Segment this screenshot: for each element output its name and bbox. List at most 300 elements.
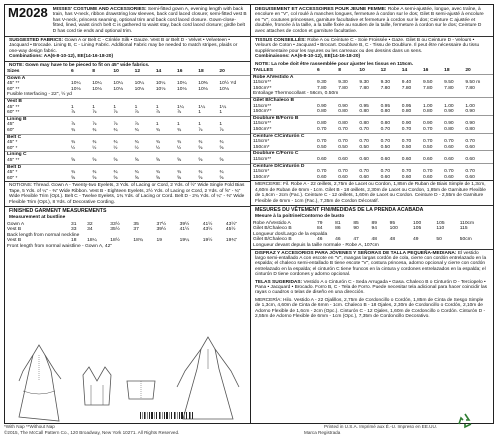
cell-value: 18½	[110, 238, 120, 244]
row-label: 45" *	[7, 170, 18, 176]
cell-value: 10¼	[92, 81, 102, 87]
fr-description-text: Robe A semi-ajustée, longue, avec traîne, à encolure en "V", col roulé à manches longues, fermeture à cordon sur le dos; Gilet B semi-ajusté à encolure en "V", coutures princesses, garniture facultative et fermeture à cordon sur le dos; Ceinture C ajustée et doublée, froncée à la taille, a la taille fixée au soutien de la taille, fermeture à cordon sur le dos; Ceinture D avec attaches de cordon et garniture facultative.	[255, 7, 484, 34]
size-10: 10	[359, 68, 365, 74]
cell-value: ⅞	[113, 122, 118, 128]
cell-value: ⅝	[71, 175, 76, 181]
pattern-envelope-back	[4, 4, 494, 424]
cell-value: 0.80	[317, 109, 327, 115]
cell-value: 0.60	[338, 174, 348, 180]
vest-illustration	[79, 365, 115, 409]
cell-value: 0.50	[338, 144, 348, 150]
size-8: 8	[92, 69, 95, 75]
cell-value: 0.70	[338, 127, 348, 132]
cell-value: 0.70	[338, 169, 348, 175]
cell-value: 10⅛	[177, 86, 187, 92]
cell-value: ¾	[134, 140, 139, 146]
cell-value: 0.90	[338, 103, 348, 109]
cell-value: 0.90	[422, 121, 433, 127]
cell-value: 84	[317, 226, 323, 232]
row-label: Robe A/Vestido A	[251, 74, 493, 80]
cell-value: 19½	[202, 238, 213, 244]
cell-value: 1¼	[177, 104, 184, 110]
cell-value: ⅞	[177, 110, 182, 116]
cell-value: ¾	[113, 170, 118, 176]
size-20: 20	[465, 68, 471, 74]
cell-value: 0.70	[359, 169, 369, 175]
cell-value: ¾	[177, 170, 182, 176]
cell-value: ⅝	[113, 175, 118, 181]
cell-value: 0.95	[401, 103, 412, 109]
cell-value: 7.80	[401, 85, 412, 91]
cell-value: 0.70	[422, 139, 433, 145]
cell-value: 10½ Yd	[219, 81, 237, 87]
fr-mercerie: MERCERIE: Fil. Robe A - 22 œillets, 2,75m de Lacet ou Cordon, 1,85m de Ruban de Biais Simple de 1,3cm, 4,60m de Ruban de 6mm - 1cm. Gilet B - 18 œillets, 2,30m de Lacet ou Cordon, 1,85m de Garniture Flexible de 1,6cm - 2cm (Fac.). Ceinture C - 12 œillets, 1,60m de Lacet ou Cordon. Ceinture D - 2,55m de Garniture Flexible de 6mm - 1cm (Fac.), 7,35m de Cordon Décoratif.	[255, 182, 486, 204]
table-row	[5, 244, 250, 250]
cell-value: 32	[87, 221, 93, 227]
cell-value: 0.70	[380, 139, 391, 145]
cell-value: 0.90	[444, 109, 454, 115]
masthead	[5, 5, 250, 36]
cell-value: 50	[436, 237, 442, 243]
row-label: Lining C	[5, 152, 250, 158]
cell-value: 1¼	[198, 104, 206, 110]
cell-value: 0.60	[422, 174, 433, 180]
cell-value: 0.90	[465, 109, 475, 115]
cell-value: ¾	[155, 170, 160, 176]
cell-value: ¾	[134, 128, 139, 133]
cell-value: ½	[71, 145, 76, 151]
cell-value: 0.80	[317, 121, 327, 127]
cell-value: ⅝	[92, 175, 97, 181]
fr-fabrics-heading: TISSUS CONSEILLÉS:	[255, 38, 306, 44]
size-12: 12	[380, 68, 387, 74]
size-20: 20	[219, 69, 225, 75]
cell-value: ⅞	[198, 128, 203, 133]
cell-value: 50cm	[459, 237, 472, 243]
cell-value: ¾	[113, 140, 118, 146]
fr-fabrics-text: Robe A ou Ceinture C - Soie Froissée • Gaze. Gilet B ou Ceinture D - Velours • Velours de Coton • Jacquard • Brocart. Doublure B, C - Tissu de Doublure. Il peut être nécessaire du tissu supplémentaire pour les rayures ou les carreaux ou des dessins dans un sens.	[255, 38, 480, 54]
row-label: 150cm*	[253, 144, 270, 150]
cell-value: 43½	[202, 227, 213, 233]
description-heading: MISSES' COSTUME AND ACCESSORIES:	[52, 7, 147, 12]
cell-value: ⅞	[113, 110, 118, 116]
fr-yardage-table	[251, 68, 493, 180]
cell-value: 7.80	[380, 85, 391, 91]
size-10: 10	[113, 69, 119, 75]
row-label: 150cm*	[253, 174, 270, 180]
cell-value: 9.50	[422, 80, 433, 86]
fabrics-heading: SUGGESTED FABRICS:	[9, 38, 64, 44]
cell-value: 0.60	[359, 174, 369, 180]
cell-value: ¾	[198, 140, 203, 146]
gown-back-illustration	[9, 341, 69, 423]
cell-value: 19¼	[179, 238, 190, 244]
cell-value: ⅝	[113, 157, 118, 163]
cell-value: 45½	[225, 227, 236, 233]
cell-value: ¾	[71, 128, 76, 133]
cell-value: 1.00	[444, 103, 454, 109]
cell-value: 10¼	[113, 81, 123, 87]
cell-value: 46	[335, 237, 341, 243]
cell-value: 10⅛	[155, 86, 166, 92]
cell-value: 115	[459, 226, 468, 232]
cell-value: ⅝	[219, 157, 224, 163]
cell-value: ⅝	[198, 145, 203, 151]
belt-illustration	[123, 377, 159, 403]
cell-value: 19	[156, 238, 162, 244]
cell-value: 1.00	[465, 103, 475, 109]
size-12: 12	[134, 69, 141, 75]
cell-value: ⅝	[177, 175, 182, 181]
cell-value: 95	[389, 220, 396, 226]
cell-value: 0.70	[422, 169, 433, 175]
size-18: 18	[444, 68, 450, 74]
cell-value: 0.95	[359, 103, 369, 109]
fr-combinations: Combinaisons: AA(6-8-10-12), EE(14-16-18-20)	[255, 54, 361, 60]
cell-value: 10¼	[71, 81, 81, 87]
row-label: Vest B	[7, 227, 22, 233]
cell-value: 1.00	[422, 103, 433, 109]
cell-value: 33	[71, 227, 77, 233]
cell-value: 0.50	[401, 144, 412, 150]
cell-value: 110	[436, 226, 445, 232]
cell-value: 18	[71, 238, 77, 244]
size-14: 14	[155, 69, 162, 75]
cell-value: 7.80	[444, 85, 454, 91]
size-14: 14	[401, 68, 408, 74]
cell-value: 0.70	[317, 139, 327, 145]
cell-value: 0.60	[465, 156, 475, 162]
cell-value: ¾	[219, 140, 224, 146]
cell-value: 10⅛	[113, 86, 123, 92]
cell-value: 7.80	[359, 85, 369, 91]
row-label: Gown A	[5, 75, 250, 81]
fr-note: NOTE: La robe doit être rassemblée pour ajuster les tissus en 115cm.	[255, 61, 414, 67]
cell-value: 0.50	[359, 144, 369, 150]
es-description-text: El vestido largo semi-entallado A con escote en "V", mangas largas cordón de cola, cierre con cordón entrelazado en la espalda; el chaleco semi-entallado B tiene escote "V", costura princesa, adorno opcional y cierre con cordón entrelazado en la espalda; el cinturón C tiene fruncos en la cintura y cordones entrelazados en la espalda; el cinturón D tiene cordones y adorno opcional.	[255, 250, 487, 278]
row-label: Belt C	[5, 134, 250, 140]
row-label: 115cm**	[253, 80, 272, 86]
row-label: Vest B	[5, 99, 250, 105]
sizes-label: TAILLES	[253, 68, 274, 74]
cell-value: 39½	[179, 221, 190, 227]
cell-value: 10¼	[177, 81, 187, 87]
cell-value: ¾	[92, 170, 97, 176]
cell-value: 7.80	[465, 85, 475, 91]
cell-value: ¾	[198, 170, 203, 176]
cell-value: ⅝	[219, 175, 224, 181]
cell-value: ¾	[92, 128, 97, 133]
row-label: 115cm**	[253, 156, 272, 162]
cell-value: ⅝	[155, 157, 160, 163]
size-6: 6	[317, 68, 320, 74]
cell-value: 48	[371, 237, 377, 243]
cell-value: 0.70	[380, 169, 391, 175]
fr-description-heading: DEGUISEMENT ET ACCESSOIRES POUR JEUNE FEMME:	[255, 7, 387, 12]
row-label: 60" **	[7, 110, 20, 116]
finished-subtitle: Measurement at bustline	[9, 215, 66, 221]
cell-value: 0.80	[338, 109, 348, 115]
cell-value: 0.70	[317, 127, 327, 132]
size-18: 18	[198, 69, 204, 75]
cell-value: 18¾	[133, 238, 143, 244]
cell-value: ½	[113, 145, 118, 151]
cell-value: 46	[317, 237, 323, 243]
cell-value: 0.60	[317, 174, 327, 180]
cell-value: 0.70	[444, 169, 454, 175]
cell-value: 0.70	[444, 139, 454, 145]
row-label: Ceinture D/Cinturón D	[251, 163, 493, 169]
cell-value: ⅝	[198, 157, 203, 163]
row-label: 60"	[7, 128, 15, 133]
cell-value: 1	[155, 122, 159, 128]
fr-finished-subtitle: Mesure à la poitrine/Contorno de busto	[255, 214, 345, 220]
cell-value: ⅝	[92, 157, 97, 163]
gown-front-illustration	[169, 335, 247, 423]
cell-value: 35½	[110, 227, 120, 233]
cell-value: ⅞	[134, 110, 139, 116]
cell-value: ¾	[113, 128, 118, 133]
description	[51, 5, 250, 36]
cell-value: 0.60	[359, 156, 369, 162]
cell-value: 10⅛	[71, 86, 81, 92]
es-description	[251, 250, 493, 279]
suggested-fabrics	[5, 37, 250, 61]
cell-value: 35	[133, 221, 139, 227]
es-fabrics	[251, 279, 493, 297]
size-16: 16	[422, 68, 429, 74]
cell-value: 9.30	[359, 80, 369, 86]
row-label: 60" **	[7, 86, 20, 92]
cell-value: 0.70	[338, 139, 348, 145]
cell-value: 0.90	[444, 121, 454, 127]
cell-value: 0.80	[465, 127, 475, 132]
finished-measurements-title: FINISHED GARMENT MEASUREMENTS	[9, 207, 107, 214]
row-label: 115cm*	[253, 169, 270, 175]
cell-value: 10⅛	[134, 86, 145, 92]
notions: NOTIONS: Thread. Gown A - Twenty-two Eyelets, 3 Yds. of Lacing or Cord, 2 Yds. of ½" Wide Single Fold Bias Tape, 5 Yds. of ¼" - ⅜" Wide Ribbon. Vest B - Eighteen Eyelets, 2½ Yds. of Lacing or Cord, 2 Yds. of ⅝" - ¾" Wide Flexible Trim (Opt.). Belt C - Twelve Eyelets, 1¾ Yds. of Lacing or Cord. Belt D - 2¾ Yds. of ¼" - ⅜" Wide Flexible Trim (Opt.), 8 Yds. of Decorative Cording.	[9, 183, 245, 205]
cell-value: 1	[219, 110, 223, 116]
cell-value: 9.30	[338, 80, 348, 86]
barcode	[140, 412, 195, 419]
cell-value: ¾	[92, 140, 97, 146]
cell-value: 10¼	[134, 81, 145, 87]
cell-value: 37	[133, 227, 139, 233]
cell-value: 110cm	[459, 220, 475, 226]
cell-value: 9.30	[317, 80, 327, 86]
cell-value: 10⅛	[198, 86, 208, 92]
cell-value: ⅞	[134, 122, 139, 128]
row-label: Fusible Interfacing - 22", ½ yd	[7, 92, 72, 98]
cell-value: 0.80	[380, 121, 391, 127]
cell-value: 0.60	[465, 144, 475, 150]
cell-value: 0.60	[380, 174, 391, 180]
cell-value: 9.50 m	[465, 80, 481, 86]
cell-value: ½	[134, 145, 139, 151]
cell-value: 41½	[202, 221, 213, 227]
cell-value: 0.60	[444, 174, 454, 180]
recycle-icon	[456, 412, 474, 430]
cell-value: 86	[335, 226, 341, 232]
cell-value: 0.70	[465, 169, 475, 175]
fr-description	[251, 5, 493, 36]
cell-value: ½	[155, 145, 160, 151]
cell-value: ⅝	[219, 145, 224, 151]
cell-value: ⅝	[71, 157, 76, 163]
cell-value: ¾	[134, 170, 139, 176]
cell-value: 43½"	[225, 221, 238, 227]
row-label: 115cm*	[253, 139, 270, 145]
cell-value: 7.80	[338, 85, 348, 91]
row-label: Ceinture C/Cinturón C	[251, 133, 493, 139]
fr-finished-table	[251, 221, 493, 249]
cell-value: 1	[134, 104, 138, 110]
cell-value: 0.60	[317, 156, 327, 162]
fabrics-text: Gown A or Belt C - Crinkle Silk • Gauze. Vest B or Belt D - Velvet • Velveteen • Jacquard • Brocade. Lining B, C - Lining Fabric. Additional Fabric may be needed to match stripes, plaids or one-way design fabric.	[9, 38, 238, 54]
row-label: 150cm**	[253, 127, 272, 132]
es-fabrics-heading: TELAS SUGERIDAS:	[255, 279, 303, 285]
cell-value: 0.90	[465, 121, 475, 127]
cell-value: ½	[92, 145, 97, 151]
row-label: 45"	[7, 122, 15, 128]
cell-value: 1	[155, 104, 159, 110]
fr-fabrics	[251, 37, 493, 61]
cell-value: ¾	[71, 170, 76, 176]
cell-value: 0.70	[401, 169, 412, 175]
row-label: 150cm**	[253, 85, 272, 91]
cell-value: ⅞	[92, 122, 97, 128]
cell-value: 1	[113, 104, 117, 110]
cell-value: 19¾"	[225, 238, 238, 244]
row-label: 45" **	[7, 104, 20, 110]
cell-value: 0.90	[317, 103, 327, 109]
cell-value: 0.70	[359, 127, 369, 132]
cell-value: 0.70	[465, 139, 475, 145]
cell-value: 39½	[156, 227, 167, 233]
cell-value: 10⅜	[198, 81, 208, 87]
row-label: Front length from normal waistline - Gown A, 42"	[7, 243, 113, 249]
cell-value: ⅞	[92, 110, 97, 116]
sizes-label: Sizes	[7, 69, 20, 75]
cell-value: ⅝	[198, 175, 203, 181]
row-label: Gown A	[7, 221, 25, 227]
row-label: Longueur devant depuis la taille normale - Robe A, 107cm	[253, 242, 379, 248]
cell-value: 0.70	[401, 139, 412, 145]
cell-value: 34	[87, 227, 93, 233]
row-label: Doublure B/Forro B	[251, 115, 493, 121]
copyright: ©2015, The McCall Pattern Co., 120 Broadway, New York 10271. All Rights Reserved.	[4, 430, 180, 435]
cell-value: 0.80	[359, 121, 369, 127]
cell-value: 1	[92, 104, 95, 110]
es-fabrics-text: Vestido A o Cinturón C - Seda Arrugada • Gasa. Chaleco B o Cinturón D - Terciopelo • Pana • Jacquard • Brocado. Forro B, C - Tela de Forro. Puede necesitar tela adicional para hacer coincidir las rayas o cuadros o telas de diseño en una dirección.	[255, 279, 488, 296]
es-merceria: MERCERÍA: Hilo. Vestido A - 22 Ojalillos, 2,75m de Cordoncillo o Cordón, 1,85m de Cinta de Sesgo Simple de 1,3cm, 4,60m de Cinta de 6mm - 1cm. Chaleco B - 18 Ojales, 2,30m de Cordoncillo o Cordón, 2,10m de Adorno Flexible de 1,6cm - 2cm (Opc.). Cinturón C - 12 Ojales, 1,60m de Cordoncillo o Cordón. Cinturón D - 2,55m de Adorno Flexible de 6mm - 1cm (Opc.), 7,35m de Cordoncillo Decorativo.	[255, 297, 486, 320]
cell-value: 1	[198, 110, 201, 116]
cell-value: 0.50	[380, 144, 391, 150]
cell-value: ⅝	[134, 157, 139, 163]
row-label: Lining B	[5, 116, 250, 122]
cell-value: 0.70	[401, 127, 412, 132]
cell-value: 37½	[156, 221, 167, 227]
row-label: Back length from normal neckline	[7, 232, 80, 238]
cell-value: 41½	[179, 227, 190, 233]
cell-value: 0.50	[317, 144, 327, 150]
cell-value: 0.50	[422, 144, 433, 150]
cell-value: 18¼	[87, 238, 97, 244]
size-8: 8	[338, 68, 341, 74]
cell-value: 48	[389, 237, 396, 243]
cell-value: 0.60	[380, 156, 391, 162]
row-label: Robe A/Vestido A	[253, 220, 291, 226]
row-label: 115cm**	[253, 103, 272, 109]
cell-value: 0.60	[465, 174, 475, 180]
cell-value: 0.60	[401, 156, 412, 162]
es-description-heading: DISFRAZ Y ACCESORIOS PARA JÓVENES Y SEÑORAS DE TALLA PEQUEÑA-MEDIANA:	[255, 250, 457, 256]
cell-value: 49	[413, 237, 419, 243]
cell-value: ⅝	[155, 175, 160, 181]
cell-value: 0.60	[444, 156, 454, 162]
cell-value: 89	[371, 220, 377, 226]
cell-value: 100	[413, 220, 422, 226]
cell-value: 47	[353, 237, 359, 243]
cell-value: 9.50	[444, 80, 454, 86]
cell-value: 10⅛	[219, 86, 229, 92]
cell-value: 1	[71, 104, 74, 110]
cell-value: 1	[177, 122, 180, 128]
cell-value: ¾	[177, 128, 182, 133]
cell-value: 1¼	[219, 104, 227, 110]
cell-value: 0.80	[359, 109, 369, 115]
cell-value: ⅞	[219, 128, 224, 133]
row-label: 60" *	[7, 145, 18, 151]
printed-in: Printed in U.S.A. Imprimé aux É.-U. Impreso en EE.UU.	[324, 424, 438, 429]
cell-value: 0.80	[422, 109, 433, 115]
cell-value: 9.30	[380, 80, 391, 86]
cell-value: ¾	[155, 128, 160, 133]
cell-value: 94	[371, 226, 377, 232]
cell-value: 7.80	[317, 85, 327, 91]
cell-value: 10¼	[155, 81, 166, 87]
description-text: Semi-fitted gown A, evening length with back train, has V-neck, ribbon drawstring low sleeves, back cord laced closure; semi-fitted vest B has V-neck, princess seaming, optional trim and back cord laced closure. Gown-close-fitted, lined, waist cinch belt C is gathered to waist stay, back cord laced closure; girdle belt D has cord tie ends and optional trim.	[52, 7, 247, 34]
cell-value: ¾	[219, 170, 224, 176]
fr-finished-title: MESURES DU VÊTEMENT FINI/MEDIDAS DE LA PRENDA ACABADA	[255, 206, 424, 213]
cell-value: 1	[198, 122, 201, 128]
cell-value: 0.95	[380, 103, 391, 109]
row-label: Belt D	[5, 164, 250, 170]
row-label: 45" **	[7, 157, 20, 163]
english-column	[5, 5, 251, 423]
size-16: 16	[177, 69, 183, 75]
cell-value: 0.70	[380, 127, 391, 132]
row-label: Longueur dos/Largo de la espalda	[253, 231, 328, 237]
cell-value: ⅞	[71, 110, 76, 116]
cell-value: 85	[353, 220, 359, 226]
cell-value: ⅞	[71, 122, 76, 128]
row-label: Vest B	[7, 238, 22, 244]
cell-value: ¾	[177, 140, 182, 146]
cell-value: 7.80	[422, 85, 433, 91]
cell-value: 0.80	[444, 127, 454, 132]
cell-value: ½	[177, 145, 182, 151]
cell-value: ⅝	[134, 175, 139, 181]
cell-value: 105	[436, 220, 445, 226]
cell-value: 0.80	[380, 109, 391, 115]
cell-value: 33½	[110, 221, 120, 227]
cell-value: 81	[335, 220, 341, 226]
cell-value: 9.40	[401, 80, 412, 86]
row-label: 115cm**	[253, 121, 272, 127]
cell-value: 0.70	[359, 139, 369, 145]
cell-value: 90	[353, 226, 359, 232]
